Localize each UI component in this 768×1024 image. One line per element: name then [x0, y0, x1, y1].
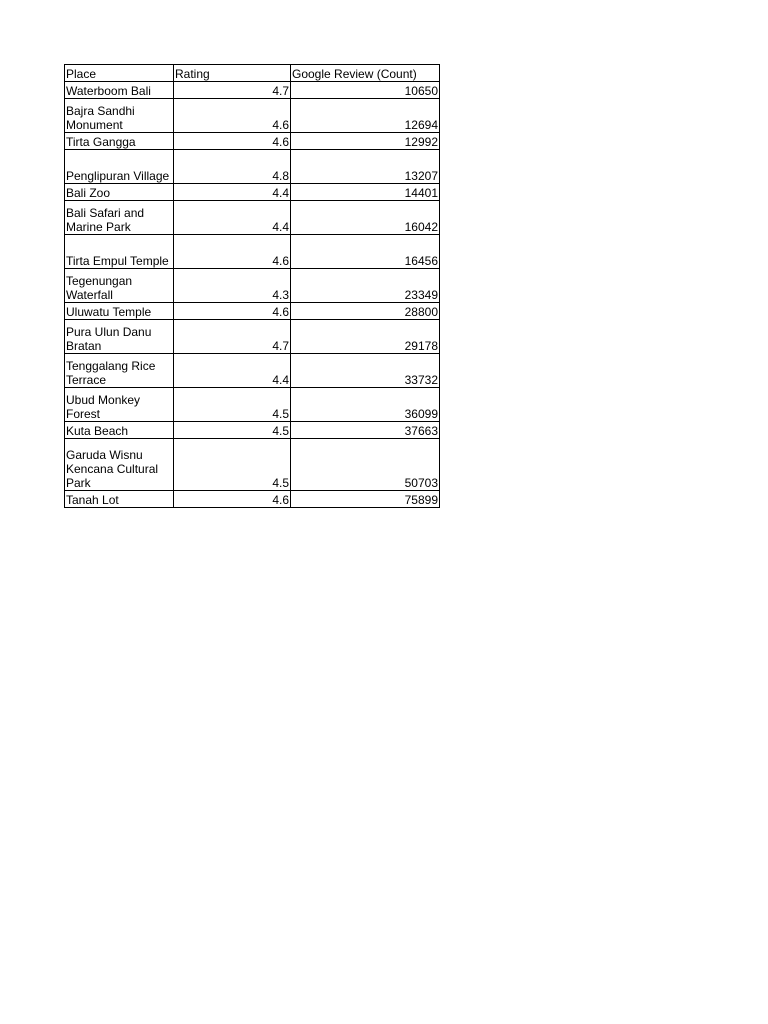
- table-row: [65, 439, 440, 491]
- cell-place: Kuta Beach: [65, 422, 174, 439]
- cell-count: 12992: [291, 133, 440, 150]
- cell-rating: 4.5: [174, 388, 291, 422]
- cell-rating: 4.4: [174, 184, 291, 201]
- cell-count: 14401: [291, 184, 440, 201]
- cell-count: 16042: [291, 201, 440, 235]
- cell-place: Tirta Gangga: [65, 133, 174, 150]
- cell-rating: 4.6: [174, 235, 291, 269]
- header-place: Place: [65, 65, 174, 82]
- cell-place: Ubud Monkey Forest: [65, 388, 174, 422]
- cell-count: 13207: [291, 150, 440, 184]
- cell-place: Bali Zoo: [65, 184, 174, 201]
- cell-place: Pura Ulun Danu Bratan: [65, 320, 174, 354]
- table-row: [65, 133, 440, 150]
- cell-rating: 4.4: [174, 354, 291, 388]
- cell-place: Bajra Sandhi Monument: [65, 99, 174, 133]
- cell-rating: 4.7: [174, 82, 291, 99]
- cell-count: 23349: [291, 269, 440, 303]
- cell-rating: 4.6: [174, 303, 291, 320]
- cell-place: Garuda Wisnu Kencana Cultural Park: [65, 439, 174, 491]
- table-row: [65, 422, 440, 439]
- cell-rating: 4.5: [174, 439, 291, 491]
- header-count: Google Review (Count): [291, 65, 440, 82]
- cell-count: 28800: [291, 303, 440, 320]
- cell-rating: 4.6: [174, 491, 291, 508]
- cell-rating: 4.5: [174, 422, 291, 439]
- table-row: [65, 269, 440, 303]
- cell-rating: 4.4: [174, 201, 291, 235]
- cell-count: 29178: [291, 320, 440, 354]
- cell-rating: 4.3: [174, 269, 291, 303]
- table-row: [65, 82, 440, 99]
- header-row: [65, 65, 440, 82]
- cell-count: 75899: [291, 491, 440, 508]
- cell-count: 10650: [291, 82, 440, 99]
- cell-place: Tegenungan Waterfall: [65, 269, 174, 303]
- cell-rating: 4.7: [174, 320, 291, 354]
- table-row: [65, 320, 440, 354]
- cell-count: 36099: [291, 388, 440, 422]
- cell-place: Penglipuran Village: [65, 150, 174, 184]
- cell-count: 50703: [291, 439, 440, 491]
- table-row: [65, 235, 440, 269]
- cell-place: Tanah Lot: [65, 491, 174, 508]
- cell-count: 16456: [291, 235, 440, 269]
- table-row: [65, 99, 440, 133]
- table-row: [65, 388, 440, 422]
- table-row: [65, 491, 440, 508]
- cell-rating: 4.8: [174, 150, 291, 184]
- header-rating: Rating: [174, 65, 291, 82]
- cell-count: 12694: [291, 99, 440, 133]
- table-row: [65, 184, 440, 201]
- table-row: [65, 150, 440, 184]
- cell-place: Uluwatu Temple: [65, 303, 174, 320]
- cell-place: Tirta Empul Temple: [65, 235, 174, 269]
- reviews-table: [64, 64, 440, 508]
- cell-rating: 4.6: [174, 133, 291, 150]
- table-row: [65, 201, 440, 235]
- cell-place: Waterboom Bali: [65, 82, 174, 99]
- cell-count: 37663: [291, 422, 440, 439]
- cell-place: Tenggalang Rice Terrace: [65, 354, 174, 388]
- cell-count: 33732: [291, 354, 440, 388]
- cell-place: Bali Safari and Marine Park: [65, 201, 174, 235]
- table-row: [65, 303, 440, 320]
- cell-rating: 4.6: [174, 99, 291, 133]
- table-row: [65, 354, 440, 388]
